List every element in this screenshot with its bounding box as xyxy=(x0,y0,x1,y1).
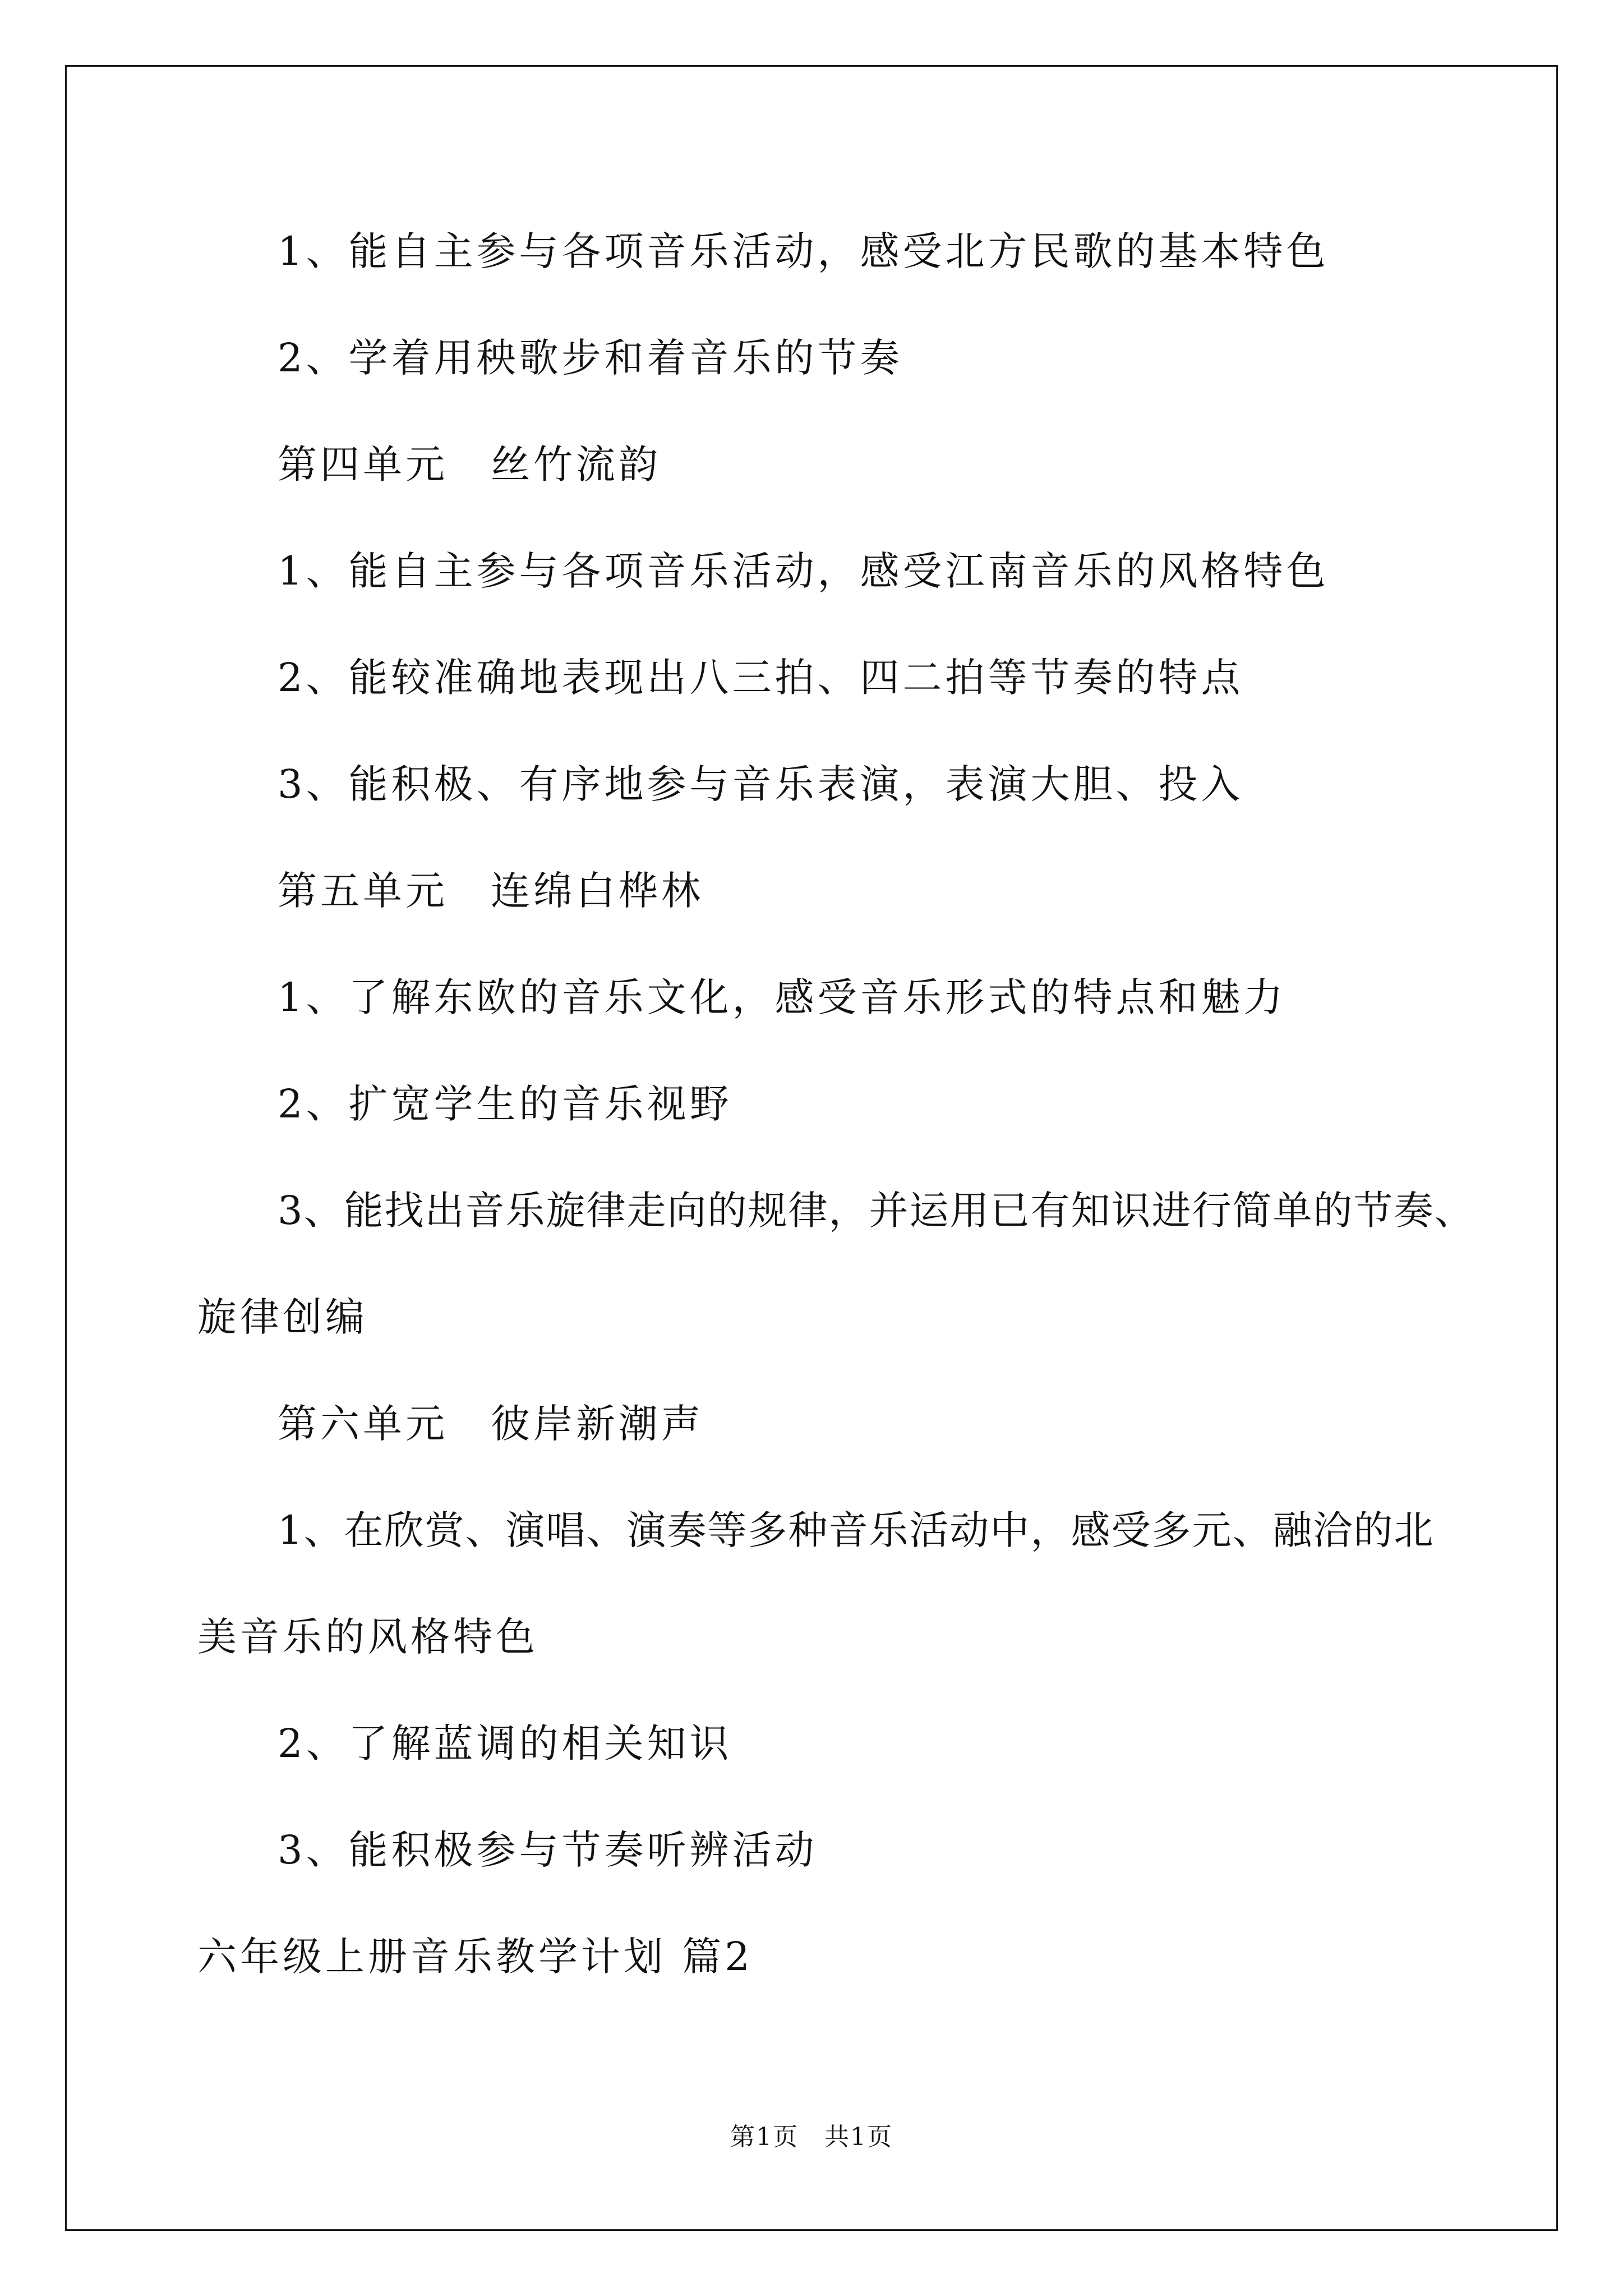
objective-line: 2、扩宽学生的音乐视野 xyxy=(278,1081,732,1127)
objective-line: 1、能自主参与各项音乐活动，感受北方民歌的基本特色 xyxy=(278,228,1329,274)
objective-line-continuation: 旋律创编 xyxy=(197,1294,368,1340)
unit-heading: 第五单元 连绵白桦林 xyxy=(278,868,704,914)
objective-line: 2、了解蓝调的相关知识 xyxy=(278,1720,732,1766)
objective-line: 3、能积极、有序地参与音乐表演，表演大胆、投入 xyxy=(278,761,1244,807)
unit-heading: 第四单元 丝竹流韵 xyxy=(278,441,661,487)
section-title: 六年级上册音乐教学计划 篇2 xyxy=(197,1934,753,1980)
page-border xyxy=(65,65,1558,2231)
objective-line: 2、学着用秧歌步和着音乐的节奏 xyxy=(278,335,903,381)
objective-line: 1、在欣赏、演唱、演奏等多种音乐活动中，感受多元、融洽的北 xyxy=(278,1507,1435,1553)
unit-heading: 第六单元 彼岸新潮声 xyxy=(278,1401,704,1447)
objective-line: 1、能自主参与各项音乐活动，感受江南音乐的风格特色 xyxy=(278,548,1329,594)
objective-line: 3、能找出音乐旋律走向的规律，并运用已有知识进行简单的节奏、 xyxy=(278,1188,1475,1234)
objective-line: 3、能积极参与节奏听辨活动 xyxy=(278,1827,818,1873)
page-number-footer: 第1页 共1页 xyxy=(730,2123,893,2151)
objective-line: 1、了解东欧的音乐文化，感受音乐形式的特点和魅力 xyxy=(278,974,1287,1020)
objective-line: 2、能较准确地表现出八三拍、四二拍等节奏的特点 xyxy=(278,655,1244,701)
objective-line-continuation: 美音乐的风格特色 xyxy=(197,1614,538,1660)
